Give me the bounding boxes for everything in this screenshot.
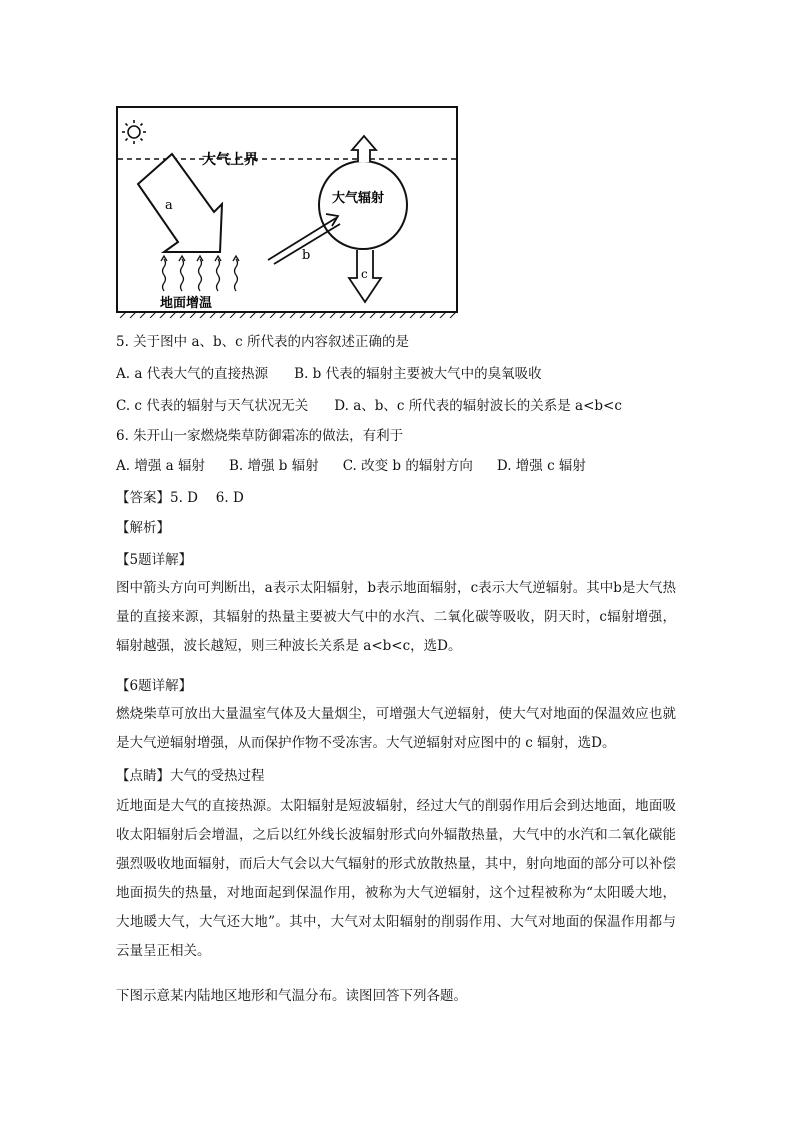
arrow-a — [138, 154, 222, 252]
key-point-heading — [116, 768, 676, 784]
q6-option-b: B. 增强 b 辐射 — [228, 458, 319, 474]
next-section-intro: 下图示意某内陆地区地形和气温分布。读图回答下列各题。 — [116, 988, 467, 1004]
label-atmos-radiation: 大气辐射 — [332, 191, 385, 206]
q6-option-a: A. 增强 a 辐射 — [116, 458, 205, 474]
label-a: a — [165, 198, 173, 213]
arrow-up-out — [352, 136, 376, 162]
ground-hatch — [116, 312, 458, 318]
q6-detail-label: 【6题详解】 — [116, 678, 193, 694]
key-point-label: 【点睛】 — [116, 768, 170, 784]
q6-options — [116, 458, 676, 474]
q5-option-a: A. a 代表大气的直接热源 — [116, 366, 269, 382]
q5-options-row1 — [116, 366, 676, 382]
figure-svg — [116, 106, 458, 318]
atmosphere-heating-figure — [116, 106, 458, 318]
q6-option-d: D. 增强 c 辐射 — [496, 458, 586, 474]
ground-heat-wavy-arrows — [161, 256, 239, 291]
analysis-label: 【解析】 — [116, 520, 170, 536]
q5-option-c: C. c 代表的辐射与天气状况无关 — [116, 398, 309, 414]
label-ground-warming: 地面增温 — [160, 296, 213, 311]
q5-detail-label: 【5题详解】 — [116, 552, 193, 568]
q6-detail-text: 燃烧柴草可放出大量温室气体及大量烟尘，可增强大气逆辐射，使大气对地面的保温效应也就是大气逆辐射增强，从而保护作物不受冻害。大气逆辐射对应图中的 c 辐射，选D。 — [116, 706, 676, 751]
sun-icon — [122, 120, 146, 144]
key-point-text: 近地面是大气的直接热源。太阳辐射是短波辐射，经过大气的削弱作用后会到达地面，地面吸收太阳辐射后会增温，之后以红外线长波辐射形式向外辐散热量，大气中的水汽和二氧化碳能强烈吸收地面辐射，而后大气会以大气辐射的形式放散热量，其中，射向地面的部分可以补偿地面损失的热量，对地面起到保温作用，被称为大气逆辐射，这个过程被称为“太阳暖大地，大地暖大气，大气还大地”。其中，大气对太阳辐射的削弱作用、大气对地面的保温作用都与云量呈正相关。 — [116, 798, 676, 959]
label-c: c — [361, 267, 368, 281]
q6-stem: 6. 朱开山一家燃烧柴草防御霜冻的做法，有利于 — [116, 428, 404, 444]
q6-option-c: C. 改变 b 的辐射方向 — [342, 458, 473, 474]
label-atmosphere-top: 大气上界 — [202, 152, 258, 168]
answer-line: 【答案】5. D 6. D — [116, 490, 244, 506]
q5-option-d: D. a、b、c 所代表的辐射波长的关系是 a<b<c — [334, 398, 622, 414]
q5-options-row2 — [116, 398, 676, 414]
q5-option-b: B. b 代表的辐射主要被大气中的臭氧吸收 — [294, 366, 542, 382]
q5-detail-text: 图中箭头方向可判断出，a表示太阳辐射，b表示地面辐射，c表示大气逆辐射。其中b是大气热量的直接来源，其辐射的热量主要被大气中的水汽、二氧化碳等吸收，阴天时，c辐射增强，辐射越强，波长越短，则三种波长关系是 a<b<c，选D。 — [116, 580, 676, 654]
key-point-title: 大气的受热过程 — [170, 768, 265, 784]
q5-stem: 5. 关于图中 a、b、c 所代表的内容叙述正确的是 — [116, 334, 410, 350]
label-b: b — [302, 248, 311, 263]
